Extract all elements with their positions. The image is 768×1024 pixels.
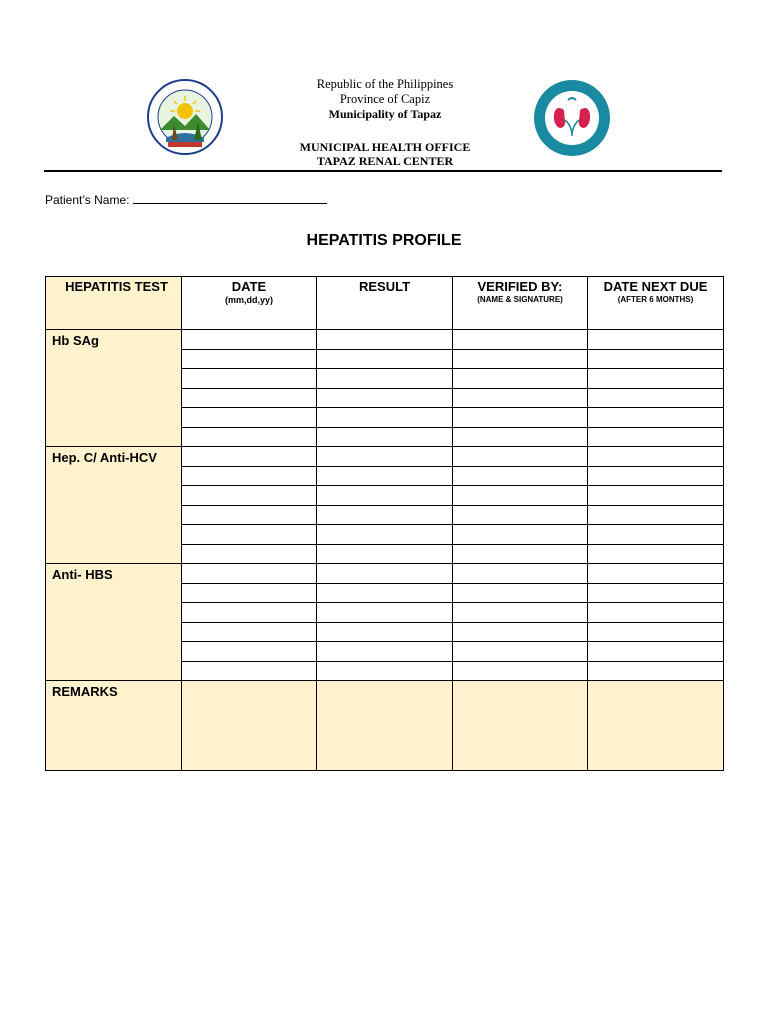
header-province: Province of Capiz	[339, 92, 431, 106]
table-cell[interactable]	[182, 408, 317, 428]
header-republic: Republic of the Philippines	[316, 77, 454, 91]
table-row	[46, 330, 724, 350]
table-cell[interactable]	[588, 525, 724, 545]
table-cell[interactable]	[588, 661, 724, 681]
header-block	[240, 77, 530, 122]
table-cell[interactable]	[588, 583, 724, 603]
table-cell[interactable]	[317, 369, 453, 389]
table-cell[interactable]	[588, 642, 724, 662]
form-title: HEPATITIS PROFILE	[306, 232, 462, 249]
table-cell[interactable]	[588, 466, 724, 486]
table-cell[interactable]	[182, 603, 317, 623]
table-cell[interactable]	[588, 603, 724, 623]
table-cell[interactable]	[182, 544, 317, 564]
table-cell[interactable]	[453, 486, 588, 506]
table-cell[interactable]	[182, 486, 317, 506]
header-result: RESULT	[317, 277, 453, 330]
table-cell[interactable]	[317, 622, 453, 642]
table-cell[interactable]	[182, 642, 317, 662]
table-cell[interactable]	[182, 369, 317, 389]
table-row	[46, 564, 724, 584]
table-cell[interactable]	[317, 505, 453, 525]
group-hbsag: Hb SAg	[46, 330, 182, 447]
center-name: TAPAZ RENAL CENTER	[316, 154, 454, 168]
table-cell[interactable]	[182, 525, 317, 545]
table-cell[interactable]	[182, 330, 317, 350]
table-cell[interactable]	[182, 466, 317, 486]
table-cell[interactable]	[453, 525, 588, 545]
table-cell[interactable]	[182, 564, 317, 584]
table-cell[interactable]	[588, 388, 724, 408]
table-cell[interactable]	[317, 603, 453, 623]
table-cell[interactable]	[317, 486, 453, 506]
table-cell[interactable]	[453, 642, 588, 662]
table-cell[interactable]	[453, 583, 588, 603]
table-cell[interactable]	[182, 427, 317, 447]
table-cell[interactable]	[182, 583, 317, 603]
table-cell[interactable]	[588, 447, 724, 467]
table-cell[interactable]	[317, 642, 453, 662]
table-cell[interactable]	[453, 388, 588, 408]
office-name: MUNICIPAL HEALTH OFFICE	[299, 140, 471, 154]
municipality-seal-icon	[146, 78, 224, 156]
header-hepatitis-test: HEPATITIS TEST	[46, 277, 182, 330]
header-date: DATE (mm,dd,yy)	[182, 277, 317, 330]
table-cell[interactable]	[588, 544, 724, 564]
table-cell[interactable]	[588, 330, 724, 350]
table-cell[interactable]	[453, 349, 588, 369]
renal-center-logo-icon	[532, 78, 612, 158]
table-cell[interactable]	[453, 466, 588, 486]
table-cell[interactable]	[317, 388, 453, 408]
table-cell[interactable]	[317, 408, 453, 428]
patient-name-line[interactable]	[133, 193, 327, 204]
table-cell[interactable]	[182, 661, 317, 681]
table-cell[interactable]	[317, 661, 453, 681]
office-block	[240, 140, 530, 168]
remarks-cell[interactable]	[182, 681, 317, 771]
header-date-next-due: DATE NEXT DUE (AFTER 6 MONTHS)	[588, 277, 724, 330]
table-cell[interactable]	[453, 603, 588, 623]
remarks-cell[interactable]	[317, 681, 453, 771]
table-cell[interactable]	[588, 349, 724, 369]
table-cell[interactable]	[453, 544, 588, 564]
table-cell[interactable]	[182, 388, 317, 408]
table-header-row	[46, 277, 724, 330]
hepatitis-table	[45, 276, 724, 771]
table-cell[interactable]	[182, 447, 317, 467]
table-cell[interactable]	[317, 447, 453, 467]
table-cell[interactable]	[317, 427, 453, 447]
table-cell[interactable]	[588, 408, 724, 428]
table-cell[interactable]	[453, 564, 588, 584]
table-cell[interactable]	[588, 369, 724, 389]
table-cell[interactable]	[453, 661, 588, 681]
table-cell[interactable]	[588, 622, 724, 642]
patient-name-field	[45, 193, 327, 207]
group-anti-hbs: Anti- HBS	[46, 564, 182, 681]
remarks-cell[interactable]	[588, 681, 724, 771]
table-cell[interactable]	[182, 505, 317, 525]
table-cell[interactable]	[588, 427, 724, 447]
header-verified-by: VERIFIED BY: (NAME & SIGNATURE)	[453, 277, 588, 330]
table-cell[interactable]	[182, 349, 317, 369]
table-cell[interactable]	[182, 622, 317, 642]
table-cell[interactable]	[453, 427, 588, 447]
remarks-cell[interactable]	[453, 681, 588, 771]
remarks-label-cell: REMARKS	[46, 681, 182, 771]
group-hep-c-anti-hcv: Hep. C/ Anti-HCV	[46, 447, 182, 564]
table-cell[interactable]	[453, 505, 588, 525]
table-row	[46, 447, 724, 467]
remarks-row	[46, 681, 724, 771]
table-cell[interactable]	[317, 544, 453, 564]
table-cell[interactable]	[317, 564, 453, 584]
table-cell[interactable]	[588, 486, 724, 506]
table-cell[interactable]	[453, 369, 588, 389]
table-cell[interactable]	[453, 330, 588, 350]
table-cell[interactable]	[453, 447, 588, 467]
table-cell[interactable]	[588, 564, 724, 584]
table-cell[interactable]	[317, 466, 453, 486]
table-cell[interactable]	[317, 349, 453, 369]
table-cell[interactable]	[588, 505, 724, 525]
table-cell[interactable]	[453, 622, 588, 642]
header-divider	[44, 170, 722, 172]
table-cell[interactable]	[317, 583, 453, 603]
table-cell[interactable]	[453, 408, 588, 428]
patient-name-label: Patient’s Name:	[45, 193, 130, 207]
header-municipality: Municipality of Tapaz	[328, 107, 442, 121]
table-cell[interactable]	[317, 525, 453, 545]
table-cell[interactable]	[317, 330, 453, 350]
